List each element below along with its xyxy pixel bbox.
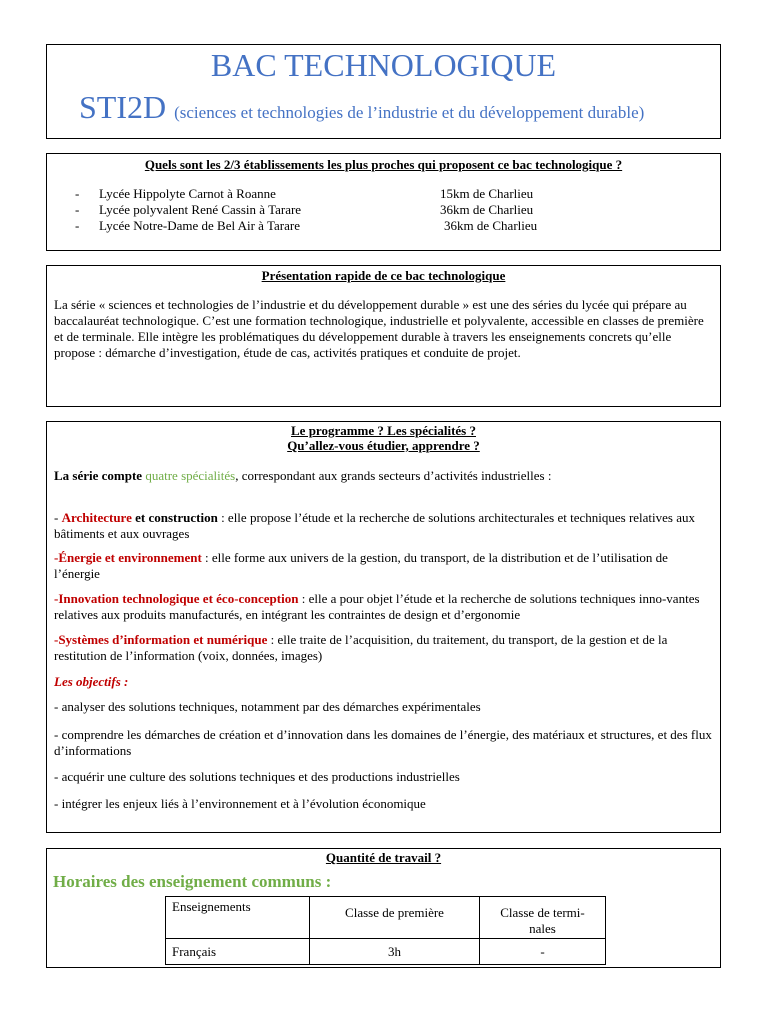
table-header-cell: Enseignements [166, 897, 310, 939]
presentation-section [46, 265, 721, 407]
intro-rest: , correspondant aux grands secteurs d’activités industrielles : [235, 468, 552, 483]
objectif-item: - acquérir une culture des solutions techniques et des productions industrielles [54, 769, 460, 784]
establishment-item [75, 186, 534, 202]
table-header-cell: Classe de termi-nales [480, 897, 606, 939]
table-cell: 3h [310, 939, 480, 965]
establishment-distance: 36km de Charlieu [440, 202, 534, 217]
specialite-item [54, 510, 712, 542]
list-dash: - [75, 202, 80, 217]
objectifs-label: Les objectifs : [54, 674, 129, 689]
table-cell: Français [166, 939, 310, 965]
specialite-prefix: - [54, 510, 62, 525]
hours-table [165, 896, 606, 965]
table-row [166, 939, 606, 965]
list-dash: - [75, 218, 80, 233]
horaires-title: Horaires des enseignement communs : [53, 872, 332, 891]
specialite-desc: : elle a pour objet l’étude et la recherche de solutions techniques inno-vantes relatives aux produits manufacturés, en intégrant les contraintes de design et d’ergonomie [54, 591, 700, 622]
establishment-name: Lycée Notre-Dame de Bel Air à Tarare [99, 218, 300, 233]
specialite-name: -Innovation technologique et éco-conception [54, 591, 299, 606]
intro-bold: La série compte [54, 468, 143, 483]
establishments-heading: Quels sont les 2/3 établissements les plus proches qui proposent ce bac technologique ? [144, 157, 623, 172]
objectif-item: - intégrer les enjeux liés à l’environnement et à l’évolution économique [54, 796, 426, 811]
specialite-desc: : elle propose l’étude et la recherche de solutions architecturales et techniques relatives aux bâtiments et aux ouvrages [54, 510, 695, 541]
specialite-desc: : elle forme aux univers de la gestion, du transport, de la distribution et de l’utilisation de l’énergie [54, 550, 668, 581]
programme-subheading: Qu’allez-vous étudier, apprendre ? [287, 438, 480, 453]
specialite-name: -Énergie et environnement [54, 550, 202, 565]
table-cell: - [480, 939, 606, 965]
presentation-text: La série « sciences et technologies de l’industrie et du développement durable » est une des séries du lycée qui prépare au baccalauréat technologique. C’est une formation technologique, industrielle et polyvalente, accessible en classes de première et de terminale. Elle intègre les problématiques du développement durable à travers les enseignements concrets qu’elle propose : démarche d’investigation, étude de cas, activités pratiques et conduite de projet. [54, 297, 704, 360]
quantite-heading: Quantité de travail ? [325, 850, 442, 865]
page-subtitle [79, 89, 644, 126]
establishment-item [75, 202, 534, 218]
specialite-item [54, 591, 712, 623]
establishment-distance: 36km de Charlieu [444, 218, 538, 233]
presentation-heading: Présentation rapide de ce bac technologique [261, 268, 506, 283]
establishments-section [46, 153, 721, 251]
title-box [46, 44, 721, 139]
specialite-name: Architecture [61, 510, 132, 525]
establishment-name: Lycée Hippolyte Carnot à Roanne [99, 186, 276, 201]
objectif-item: - analyser des solutions techniques, notamment par des démarches expérimentales [54, 699, 481, 714]
list-dash: - [75, 186, 80, 201]
intro-highlight: quatre spécialités [145, 468, 236, 483]
subtitle-main: STI2D [79, 89, 167, 125]
subtitle-detail: (sciences et technologies de l’industrie et du développement durable) [174, 103, 645, 122]
specialite-desc: : elle traite de l’acquisition, du traitement, du transport, de la gestion et de la restitution de l’information (voix, données, images) [54, 632, 668, 663]
objectif-item: - comprendre les démarches de création et d’innovation dans les domaines de l’énergie, des matériaux et structures, et des flux d’informations [54, 727, 712, 758]
quantite-section [46, 848, 721, 968]
establishment-item [75, 218, 538, 234]
establishment-distance: 15km de Charlieu [440, 186, 534, 201]
programme-intro [54, 468, 712, 484]
page-title: BAC TECHNOLOGIQUE [210, 47, 557, 83]
establishment-name: Lycée polyvalent René Cassin à Tarare [99, 202, 302, 217]
specialite-name-rest: et construction [131, 510, 218, 525]
programme-section [46, 421, 721, 833]
specialite-name: -Systèmes d’information et numérique [54, 632, 268, 647]
table-header-row [166, 897, 606, 939]
programme-heading: Le programme ? Les spécialités ? [291, 423, 476, 438]
table-header-cell: Classe de première [310, 897, 480, 939]
specialite-item [54, 550, 712, 582]
specialite-item [54, 632, 712, 664]
